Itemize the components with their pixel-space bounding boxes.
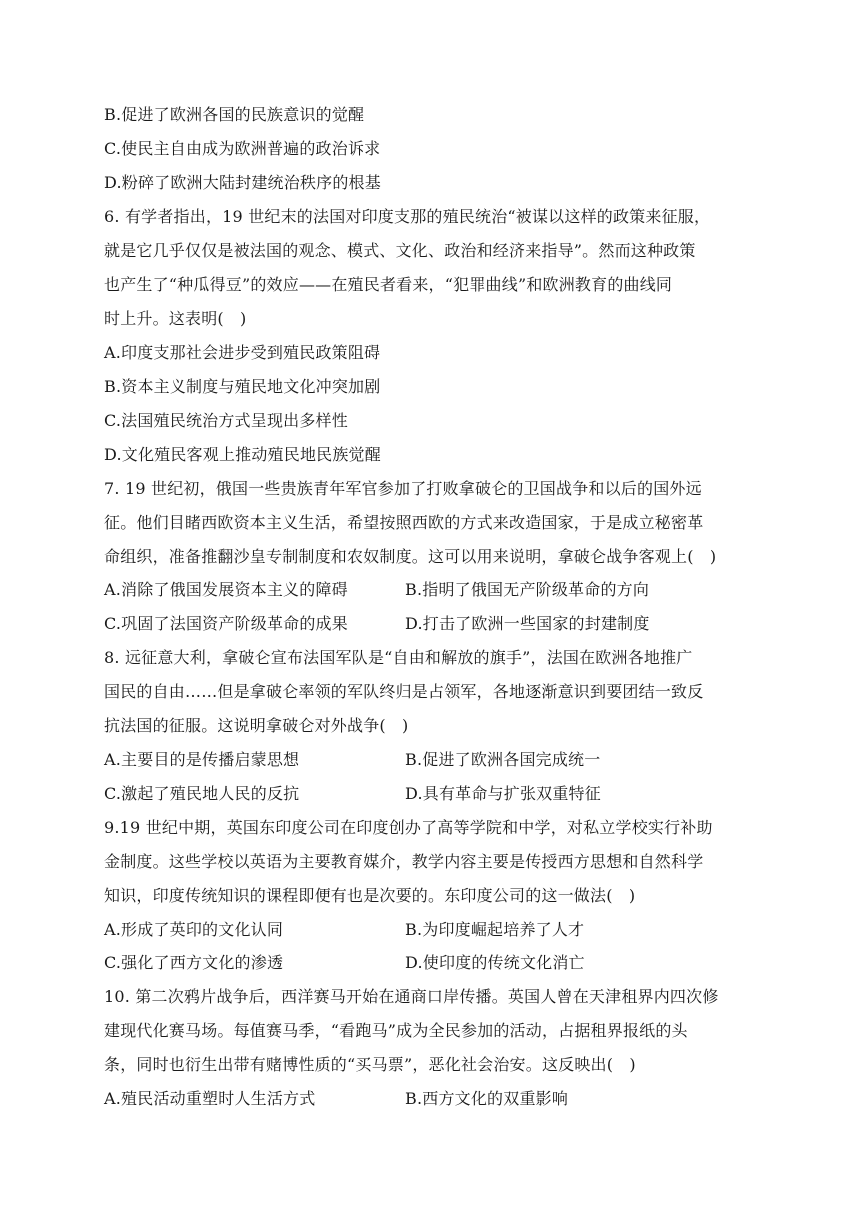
q8-option-a: A.主要目的是传播启蒙思想 bbox=[104, 750, 300, 769]
q7-stem-line: 命组织，准备推翻沙皇专制制度和农奴制度。这可以用来说明，拿破仑战争客观上( ) bbox=[104, 547, 717, 566]
q6-option-b: B.资本主义制度与殖民地文化冲突加剧 bbox=[104, 377, 381, 396]
q6-stem-line: 也产生了“种瓜得豆”的效应——在殖民者看来，“犯罪曲线”和欧洲教育的曲线同 bbox=[104, 275, 673, 294]
q9-option-d: D.使印度的传统文化消亡 bbox=[405, 953, 585, 972]
q7-stem-line: 7. 19 世纪初，俄国一些贵族青年军官参加了打败拿破仑的卫国战争和以后的国外远 bbox=[104, 479, 702, 498]
q7-option-a: A.消除了俄国发展资本主义的障碍 bbox=[104, 580, 348, 599]
q8-stem-line: 8. 远征意大利，拿破仑宣布法国军队是“自由和解放的旗手”，法国在欧洲各地推广 bbox=[104, 648, 693, 667]
q6-option-a: A.印度支那社会进步受到殖民政策阻碍 bbox=[104, 343, 381, 362]
q10-stem-line: 条，同时也衍生出带有赌博性质的“买马票”，恶化社会治安。这反映出( ) bbox=[104, 1055, 636, 1074]
q5-option-d: D.粉碎了欧洲大陆封建统治秩序的根基 bbox=[104, 173, 381, 192]
q9-stem-line: 9.19 世纪中期，英国东印度公司在印度创办了高等学院和中学，对私立学校实行补助 bbox=[104, 818, 713, 837]
q6-stem-line: 6. 有学者指出，19 世纪末的法国对印度支那的殖民统治“被谋以这样的政策来征服， bbox=[104, 207, 711, 226]
q7-option-c: C.巩固了法国资产阶级革命的成果 bbox=[104, 614, 348, 633]
q9-stem-line: 金制度。这些学校以英语为主要教育媒介，教学内容主要是传授西方思想和自然科学 bbox=[104, 852, 704, 871]
q9-option-b: B.为印度崛起培养了人才 bbox=[405, 920, 585, 939]
q7-option-b: B.指明了俄国无产阶级革命的方向 bbox=[405, 580, 650, 599]
q10-option-b: B.西方文化的双重影响 bbox=[405, 1089, 569, 1108]
q8-option-c: C.激起了殖民地人民的反抗 bbox=[104, 784, 300, 803]
q6-stem-line: 时上升。这表明( ) bbox=[104, 309, 247, 328]
q6-option-c: C.法国殖民统治方式呈现出多样性 bbox=[104, 411, 348, 430]
q6-option-d: D.文化殖民客观上推动殖民地民族觉醒 bbox=[104, 445, 381, 464]
q8-stem-line: 抗法国的征服。这说明拿破仑对外战争( ) bbox=[104, 716, 409, 735]
q10-option-a: A.殖民活动重塑时人生活方式 bbox=[104, 1089, 316, 1108]
q7-option-d: D.打击了欧洲一些国家的封建制度 bbox=[405, 614, 650, 633]
q10-stem-line: 10. 第二次鸦片战争后，西洋赛马开始在通商口岸传播。英国人曾在天津租界内四次修 bbox=[104, 987, 719, 1006]
q10-stem-line: 建现代化赛马场。每值赛马季，“看跑马”成为全民参加的活动，占据租界报纸的头 bbox=[104, 1021, 688, 1040]
q5-option-b: B.促进了欧洲各国的民族意识的觉醒 bbox=[104, 105, 365, 124]
q8-option-d: D.具有革命与扩张双重特征 bbox=[405, 784, 601, 803]
q8-option-b: B.促进了欧洲各国完成统一 bbox=[405, 750, 601, 769]
q9-option-c: C.强化了西方文化的渗透 bbox=[104, 953, 284, 972]
q9-option-a: A.形成了英印的文化认同 bbox=[104, 920, 284, 939]
q7-stem-line: 征。他们目睹西欧资本主义生活，希望按照西欧的方式来改造国家，于是成立秘密革 bbox=[104, 513, 704, 532]
q8-stem-line: 国民的自由……但是拿破仑率领的军队终归是占领军，各地逐渐意识到要团结一致反 bbox=[104, 682, 704, 701]
q9-stem-line: 知识，印度传统知识的课程即便有也是次要的。东印度公司的这一做法( ) bbox=[104, 886, 636, 905]
q6-stem-line: 就是它几乎仅仅是被法国的观念、模式、文化、政治和经济来指导”。然而这种政策 bbox=[104, 241, 696, 260]
q5-option-c: C.使民主自由成为欧洲普遍的政治诉求 bbox=[104, 139, 381, 158]
